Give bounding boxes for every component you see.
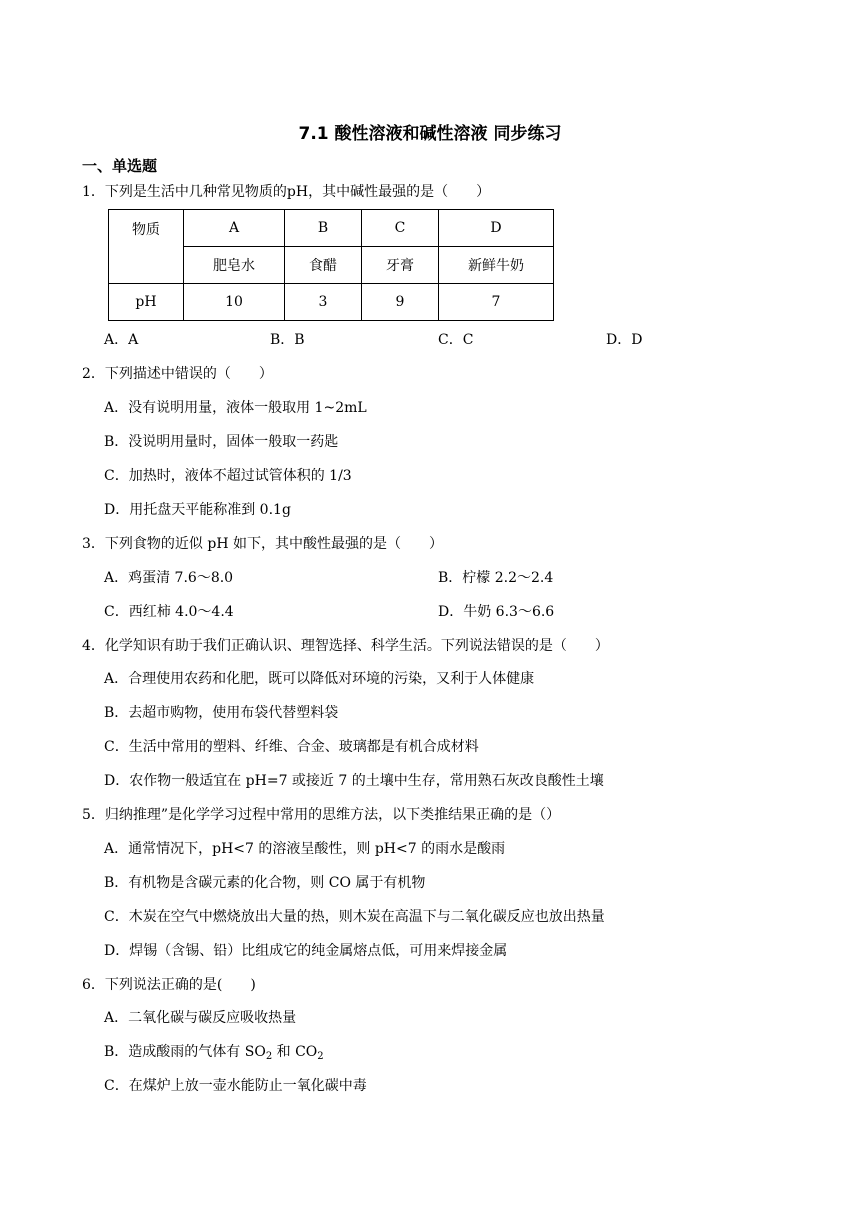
question-3-option-d[interactable]: D．牛奶 6.3～6.6 — [438, 604, 555, 620]
subscript: 2 — [317, 1051, 324, 1062]
table-header-label: 物质 — [109, 210, 184, 284]
option-text: 和 CO — [272, 1044, 318, 1060]
question-4-option-c[interactable]: C．生活中常用的塑料、纤维、合金、玻璃都是有机合成材料 — [104, 739, 479, 755]
question-1-option-c[interactable]: C．C — [438, 332, 474, 348]
table-cell: 肥皂水 — [184, 247, 285, 284]
question-2-option-d[interactable]: D．用托盘天平能称准到 0.1g — [104, 502, 291, 518]
question-3-option-a[interactable]: A．鸡蛋清 7.6～8.0 — [104, 570, 234, 586]
table-ph-label: pH — [109, 284, 184, 321]
question-4-stem: 4．化学知识有助于我们正确认识、理智选择、科学生活。下列说法错误的是（ ） — [82, 638, 609, 654]
question-2-option-b[interactable]: B．没说明用量时，固体一般取一药匙 — [104, 434, 339, 450]
question-6-option-b[interactable] — [104, 1043, 324, 1061]
question-2-option-a[interactable]: A．没有说明用量，液体一般取用 1~2mL — [104, 400, 367, 416]
question-1-option-b[interactable]: B．B — [270, 332, 305, 348]
question-3-stem: 3．下列食物的近似 pH 如下，其中酸性最强的是（ ） — [82, 536, 443, 552]
question-4-option-d[interactable]: D．农作物一般适宜在 pH=7 或接近 7 的土壤中生存，常用熟石灰改良酸性土壤 — [104, 773, 604, 789]
table-cell: 食醋 — [285, 247, 362, 284]
question-4-option-b[interactable]: B．去超市购物，使用布袋代替塑料袋 — [104, 705, 339, 721]
question-1-option-a[interactable]: A．A — [104, 332, 139, 348]
table-cell: 牙膏 — [362, 247, 439, 284]
question-3-option-c[interactable]: C．西红柿 4.0～4.4 — [104, 604, 234, 620]
table-cell: A — [184, 210, 285, 247]
question-5-stem: 5．归纳推理”是化学学习过程中常用的思维方法，以下类推结果正确的是（） — [82, 807, 561, 823]
subscript: 2 — [265, 1051, 273, 1062]
page-title: 7.1 酸性溶液和碱性溶液 同步练习 — [298, 124, 562, 144]
question-5-option-d[interactable]: D．焊锡（含锡、铅）比组成它的纯金属熔点低，可用来焊接金属 — [104, 943, 508, 959]
table-cell: 3 — [285, 284, 362, 321]
question-1-option-d[interactable]: D．D — [606, 332, 643, 348]
table-cell: 9 — [362, 284, 439, 321]
question-1-stem: 1．下列是生活中几种常见物质的pH，其中碱性最强的是（ ） — [82, 184, 491, 200]
section-heading: 一、单选题 — [82, 157, 158, 175]
table-cell: D — [439, 210, 554, 247]
table-cell: 7 — [439, 284, 554, 321]
question-6-stem: 6．下列说法正确的是( ) — [82, 977, 256, 993]
question-3-option-b[interactable]: B．柠檬 2.2～2.4 — [438, 570, 554, 586]
table-cell: 10 — [184, 284, 285, 321]
table-cell: C — [362, 210, 439, 247]
table-cell: 新鲜牛奶 — [439, 247, 554, 284]
question-4-option-a[interactable]: A．合理使用农药和化肥，既可以降低对环境的污染，又利于人体健康 — [104, 671, 535, 687]
question-5-option-b[interactable]: B．有机物是含碳元素的化合物，则 CO 属于有机物 — [104, 875, 426, 891]
question-2-stem: 2．下列描述中错误的（ ） — [82, 366, 273, 382]
ph-table — [108, 209, 554, 321]
question-6-option-c[interactable]: C．在煤炉上放一壶水能防止一氧化碳中毒 — [104, 1078, 367, 1094]
table-cell: B — [285, 210, 362, 247]
question-5-option-a[interactable]: A．通常情况下，pH<7 的溶液呈酸性，则 pH<7 的雨水是酸雨 — [104, 841, 506, 857]
question-6-option-a[interactable]: A．二氧化碳与碳反应吸收热量 — [104, 1010, 297, 1026]
question-5-option-c[interactable]: C．木炭在空气中燃烧放出大量的热，则木炭在高温下与二氧化碳反应也放出热量 — [104, 909, 605, 925]
question-2-option-c[interactable]: C．加热时，液体不超过试管体积的 1/3 — [104, 468, 352, 484]
option-text: B．造成酸雨的气体有 SO — [104, 1044, 266, 1060]
